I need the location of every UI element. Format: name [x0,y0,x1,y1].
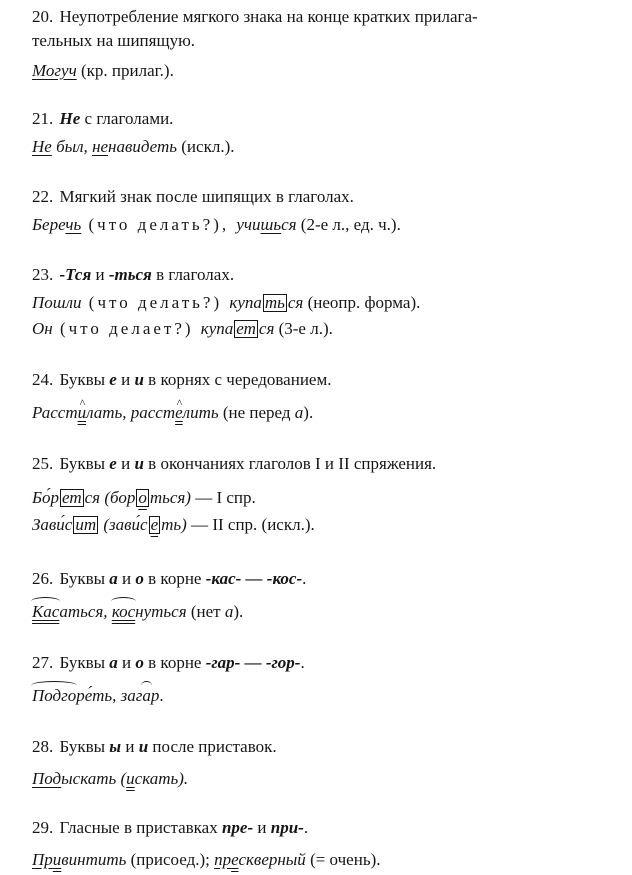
rule-text: и [117,653,136,672]
rule-text: в корне [143,653,206,672]
rule-text: и [116,454,135,473]
rule-27 [32,652,622,674]
example-word: Бо́р [32,488,60,507]
example-21 [32,136,622,158]
rule-bold: и [134,370,144,389]
example-26 [32,601,622,623]
example-note: — II спр. (искл.). [186,515,315,534]
example-word: учи [236,215,261,234]
example-letter: а [294,403,304,422]
example-word: был, [51,137,93,156]
example-word: заг [120,686,143,705]
example-word: купа [200,319,234,338]
rule-number: 21. [32,109,54,128]
rule-bold: -гар- — -гор- [205,653,301,672]
example-word: ться) [149,488,191,507]
example-29 [32,849,622,871]
rule-text: Буквы [59,653,110,672]
example-word: винтить [61,850,127,869]
rule-number: 26. [32,569,54,588]
example-ending: чь [65,215,82,234]
example-word: (зави́с [99,515,148,534]
example-word: ть) [161,515,187,534]
example-ending-box: ть [264,293,285,312]
rule-28 [32,736,622,758]
example-question: (что делать?) [81,293,230,312]
rule-number: 22. [32,187,54,206]
example-22 [32,214,622,236]
example-word: р [150,686,160,705]
example-vowel: и [52,850,62,869]
rule-text: . [302,569,307,588]
rule-text: в окончаниях глаголов I и II спряжения. [143,454,437,473]
example-word: лить [182,403,219,422]
example-ending-box: ет [236,319,256,338]
example-word: ся [258,319,275,338]
example-prefix: Пр [32,850,53,869]
example-word: Бере [32,215,66,234]
rule-bold: -ться [108,265,152,284]
rule-number: 28. [32,737,54,756]
rule-bold: а [109,569,118,588]
example-word: Могуч [32,61,77,80]
example-word: скать). [134,769,189,788]
rule-text: и [253,818,271,837]
rule-text: с глаголами. [80,109,174,128]
rule-bold: а [109,653,118,672]
rule-text: и [121,737,139,756]
rule-text-continued: тельных на шипящую. [32,31,196,50]
rule-text: Мягкий знак после шипящих в глаголах. [59,187,354,206]
example-word: ся [287,293,304,312]
example-note: ). [233,602,244,621]
rule-20 [32,6,622,28]
example-note: (нет [186,602,225,621]
example-word: скверный [238,850,306,869]
rule-23 [32,264,622,286]
rule-bold: пре- [221,818,254,837]
example-word: ся (бор [84,488,136,507]
rule-number: 23. [32,265,54,284]
example-28 [32,768,622,790]
rule-bold: о [135,569,144,588]
rule-bold: ы [109,737,122,756]
example-note: . [159,686,164,705]
example-word: навидеть [108,137,178,156]
rule-text: в корне [143,569,206,588]
example-note: (3-е л.). [274,319,333,338]
example-note: (неопр. форма). [303,293,421,312]
rule-number: 20. [32,7,54,26]
example-20 [32,60,622,82]
example-word: купа [229,293,262,312]
example-note: — I спр. [190,488,256,507]
example-27 [32,685,622,707]
example-note: ). [303,403,314,422]
example-word: ре́ть, [76,686,121,705]
example-note: (кр. прилаг.). [76,61,174,80]
example-word: расст [130,403,176,422]
rule-text: Буквы [59,737,110,756]
example-word: Не [32,137,52,156]
example-word: аться, [59,602,112,621]
rule-29 [32,817,622,839]
example-question: (что делать?), [81,215,237,234]
example-vowel: ^ и [78,402,87,424]
example-letter: а [224,602,234,621]
example-question: (что делает?) [52,319,201,338]
rule-bold: и [134,454,144,473]
rule-bold: Не [59,109,81,128]
rule-text: Буквы [59,569,110,588]
example-vowel: ^ е [175,402,183,424]
example-23b [32,318,622,340]
example-word: Пошли [32,293,82,312]
rule-22 [32,186,622,208]
rule-text: после приставок. [148,737,277,756]
example-vowel-box: о [138,488,147,507]
example-word: ыскать ( [61,769,127,788]
rule-bold: е [109,370,117,389]
rule-text: Неупотребление мягкого знака на конце кратких прилага- [59,7,478,26]
rule-text: и [91,265,109,284]
rule-text: и [116,370,135,389]
example-note: (присоед.); [126,850,215,869]
rule-number: 29. [32,818,54,837]
example-ending-box: ет [62,488,82,507]
example-root: Подго [32,686,77,705]
example-root: Кас [32,602,60,621]
example-prefix: не [92,137,109,156]
example-word: Зави́с [32,515,73,534]
rule-bold: о [135,653,144,672]
example-vowel-box: е [150,515,159,534]
example-note: (искл.). [177,137,235,156]
example-root: кос [111,602,136,621]
rule-bold: при- [270,818,304,837]
example-word: лать, [86,403,131,422]
rule-bold: -Тся [59,265,92,284]
rule-text: Гласные в приставках [59,818,222,837]
rule-24 [32,369,622,391]
example-24 [32,402,622,424]
rule-text: в корнях с чередованием. [143,370,332,389]
example-note: (2-е л., ед. ч.). [296,215,401,234]
rule-text: Буквы [59,454,110,473]
rule-26 [32,568,622,590]
rule-bold: -кас- — -кос- [205,569,303,588]
example-root-vowel: а [142,686,151,705]
example-vowel: е [231,850,239,869]
rule-25 [32,453,622,475]
rule-bold: и [138,737,149,756]
rule-number: 24. [32,370,54,389]
example-word: Он [32,319,53,338]
rule-text: . [303,818,309,837]
example-word: ся [281,215,297,234]
rule-text: . [300,653,305,672]
example-prefix: пр [214,850,232,869]
example-note: (= очень). [305,850,381,869]
example-ending: шь [260,215,282,234]
rule-text: Буквы [59,370,110,389]
rule-number: 25. [32,454,54,473]
example-25b [32,514,622,536]
rule-bold: е [109,454,117,473]
example-vowel: и [126,769,135,788]
rule-21 [32,108,622,130]
example-word: Расст [32,403,78,422]
example-word: нуться [135,602,187,621]
rule-20-cont [32,30,622,52]
example-25a [32,487,622,509]
example-prefix: Под [32,769,62,788]
rule-text: в глаголах. [151,265,235,284]
example-note: (не перед [218,403,295,422]
rule-text: и [117,569,136,588]
rule-number: 27. [32,653,54,672]
example-23a [32,292,622,314]
example-ending-box: ит [75,515,97,534]
